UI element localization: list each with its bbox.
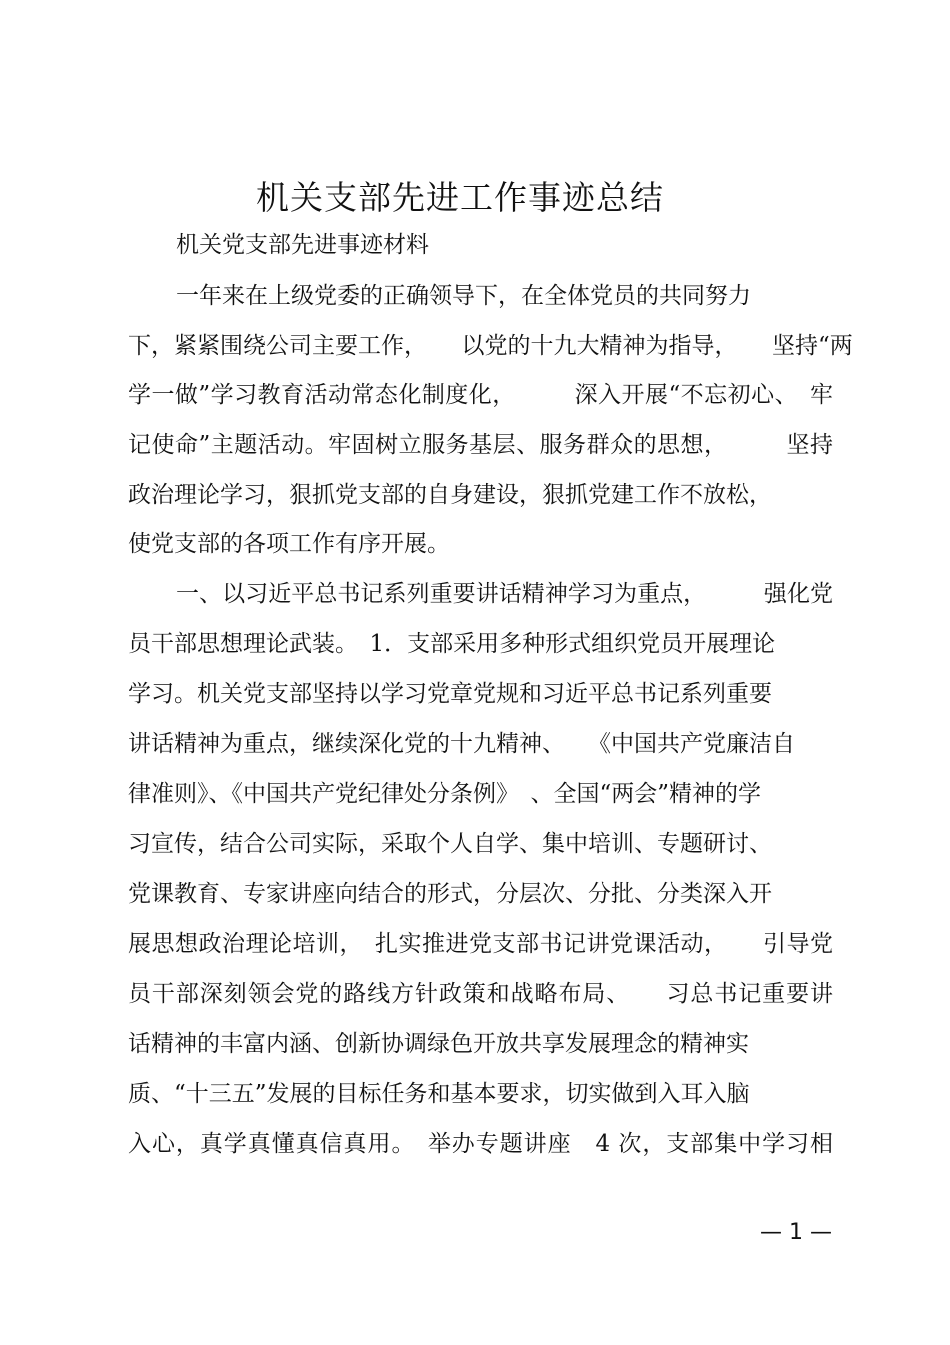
page-number: — 1 — — [760, 1220, 832, 1245]
document-title: 机关支部先进工作事迹总结 — [256, 178, 664, 217]
paragraph-line: 质、“十三五”发展的目标任务和基本要求，切实做到入耳入脑 — [128, 1081, 750, 1107]
paragraph-line: 展思想政治理论培训， 扎实推进党支部书记讲党课活动， 引导党 — [128, 931, 833, 957]
paragraph-line: 政治理论学习，狠抓党支部的自身建设，狠抓党建工作不放松， — [128, 482, 772, 508]
paragraph-line: 话精神的丰富内涵、创新协调绿色开放共享发展理念的精神实 — [128, 1031, 749, 1057]
paragraph-line: 使党支部的各项工作有序开展。 — [128, 531, 450, 557]
paragraph-line: 下，紧紧围绕公司主要工作， 以党的十九大精神为指导， 坚持“两 — [128, 333, 853, 359]
paragraph-line: 习宣传，结合公司实际，采取个人自学、集中培训、专题研讨、 — [128, 831, 772, 857]
paragraph-line: 入心，真学真懂真信真用。 举办专题讲座 4 次，支部集中学习相 — [128, 1131, 833, 1157]
paragraph-line: 学习。机关党支部坚持以学习党章党规和习近平总书记系列重要 — [128, 681, 772, 707]
paragraph-line: 讲话精神为重点，继续深化党的十九精神、 《中国共产党廉洁自 — [128, 731, 795, 757]
paragraph-line: 律准则》、《中国共产党纪律处分条例》 、全国“两会”精神的学 — [128, 781, 762, 807]
section-heading-line: 一、以习近平总书记系列重要讲话精神学习为重点， 强化党 — [176, 581, 833, 607]
paragraph-line: 员干部思想理论武装。 1．支部采用多种形式组织党员开展理论 — [128, 631, 776, 657]
paragraph-line: 记使命”主题活动。牢固树立服务基层、服务群众的思想， 坚持 — [128, 432, 833, 458]
paragraph-line: 一年来在上级党委的正确领导下，在全体党员的共同努力 — [176, 283, 751, 309]
paragraph-line: 学一做”学习教育活动常态化制度化， 深入开展“不忘初心、 牢 — [128, 382, 833, 408]
paragraph-line: 党课教育、专家讲座向结合的形式，分层次、分批、分类深入开 — [128, 881, 772, 907]
paragraph-line: 员干部深刻领会党的路线方针政策和战略布局、 习总书记重要讲 — [128, 981, 833, 1007]
document-subtitle: 机关党支部先进事迹材料 — [176, 232, 429, 258]
